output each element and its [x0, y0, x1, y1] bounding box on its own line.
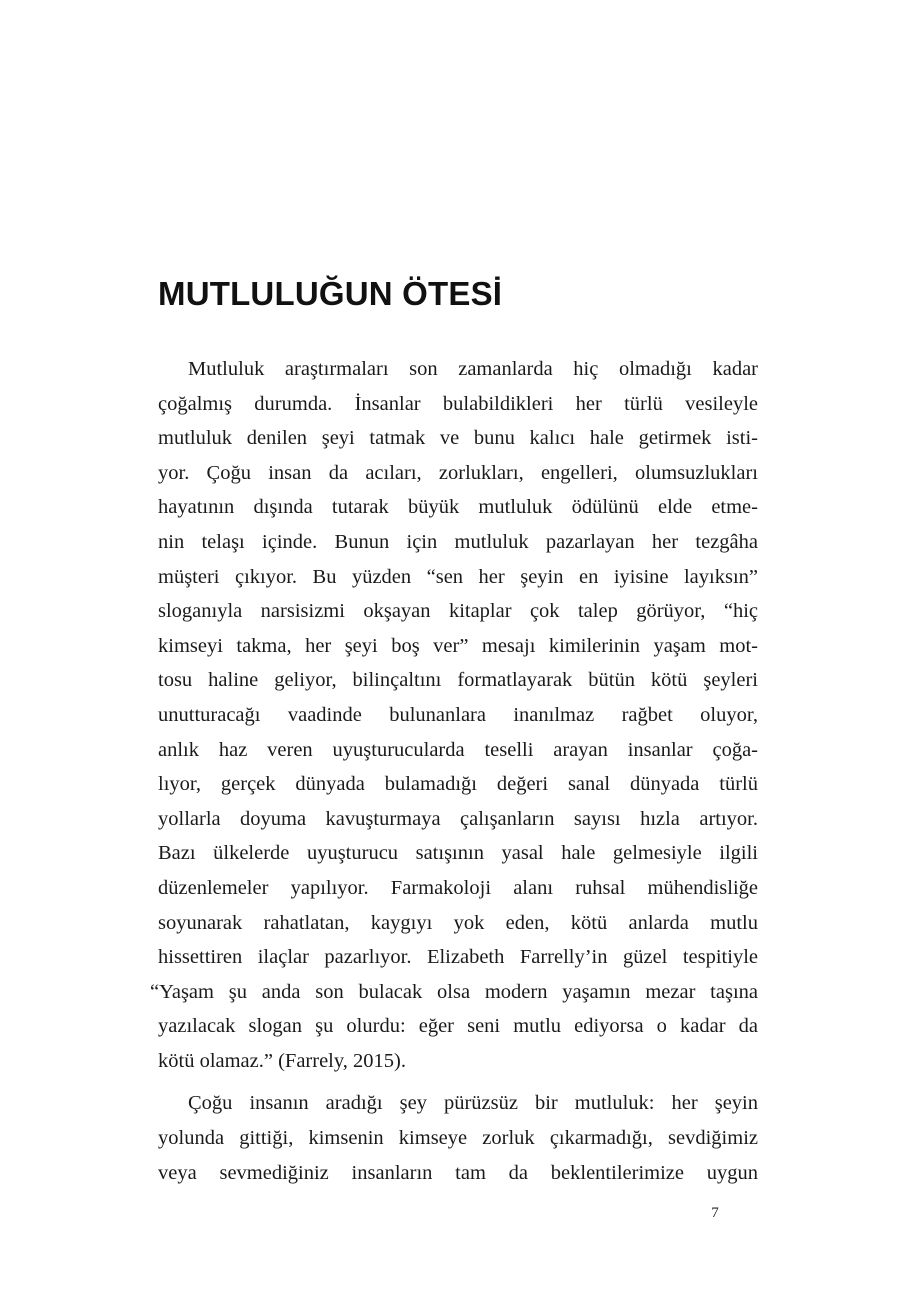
text-line: anlık haz veren uyuşturucularda teselli arayan insanlar çoğa-	[158, 738, 758, 761]
text-line: mutluluk denilen şeyi tatmak ve bunu kalıcı hale getirmek isti-	[158, 427, 758, 450]
text-line: hayatının dışında tutarak büyük mutluluk ödülünü elde etme-	[158, 496, 758, 519]
text-line: yor. Çoğu insan da acıları, zorlukları, engelleri, olumsuzlukları	[158, 461, 758, 484]
text-line: müşteri çıkıyor. Bu yüzden “sen her şeyin en iyisine layıksın”	[158, 565, 758, 588]
text-line: kötü olamaz.” (Farrely, 2015).	[158, 1049, 407, 1072]
text-line: sloganıyla narsisizmi okşayan kitaplar çok talep görüyor, “hiç	[158, 600, 758, 623]
paragraph-gap	[158, 1078, 758, 1086]
text-line: yolunda gittiği, kimsenin kimseye zorluk çıkarmadığı, sevdiğimiz	[158, 1127, 758, 1150]
text-line: veya sevmediğiniz insanların tam da beklentilerimize uygun	[158, 1161, 758, 1184]
paragraph	[150, 352, 758, 1078]
text-line: çoğalmış durumda. İnsanlar bulabildikleri her türlü vesileyle	[158, 392, 758, 415]
chapter-title: MUTLULUĞUN ÖTESİ	[158, 275, 503, 312]
text-line: Mutluluk araştırmaları son zamanlarda hiç olmadığı kadar	[188, 358, 758, 380]
text-line: unutturacağı vaadinde bulunanlara inanılmaz rağbet oluyor,	[158, 703, 758, 726]
text-line: tosu haline geliyor, bilinçaltını formatlayarak bütün kötü şeyleri	[158, 669, 758, 692]
text-line: Çoğu insanın aradığı şey pürüzsüz bir mutluluk: her şeyin	[188, 1092, 758, 1115]
text-line: nin telaşı içinde. Bunun için mutluluk pazarlayan her tezgâha	[158, 530, 758, 553]
text-line: “Yaşam şu anda son bulacak olsa modern yaşamın mezar taşına	[150, 980, 758, 1003]
text-line: Bazı ülkelerde uyuşturucu satışının yasal hale gelmesiyle ilgili	[158, 842, 758, 865]
text-line: lıyor, gerçek dünyada bulamadığı değeri sanal dünyada türlü	[158, 773, 758, 796]
text-line: kimseyi takma, her şeyi boş ver” mesajı kimilerinin yaşam mot-	[158, 634, 758, 657]
page-number: 7	[711, 1205, 719, 1221]
body-text	[150, 352, 758, 1190]
text-line: hissettiren ilaçlar pazarlıyor. Elizabeth Farrelly’in güzel tespitiyle	[158, 946, 758, 969]
text-line: soyunarak rahatlatan, kaygıyı yok eden, kötü anlarda mutlu	[158, 911, 758, 934]
text-line: düzenlemeler yapılıyor. Farmakoloji alanı ruhsal mühendisliğe	[158, 876, 758, 899]
text-line: yollarla doyuma kavuşturmaya çalışanların sayısı hızla artıyor.	[158, 807, 758, 830]
paragraph	[158, 1086, 758, 1190]
text-line: yazılacak slogan şu olurdu: eğer seni mutlu ediyorsa o kadar da	[158, 1015, 758, 1038]
